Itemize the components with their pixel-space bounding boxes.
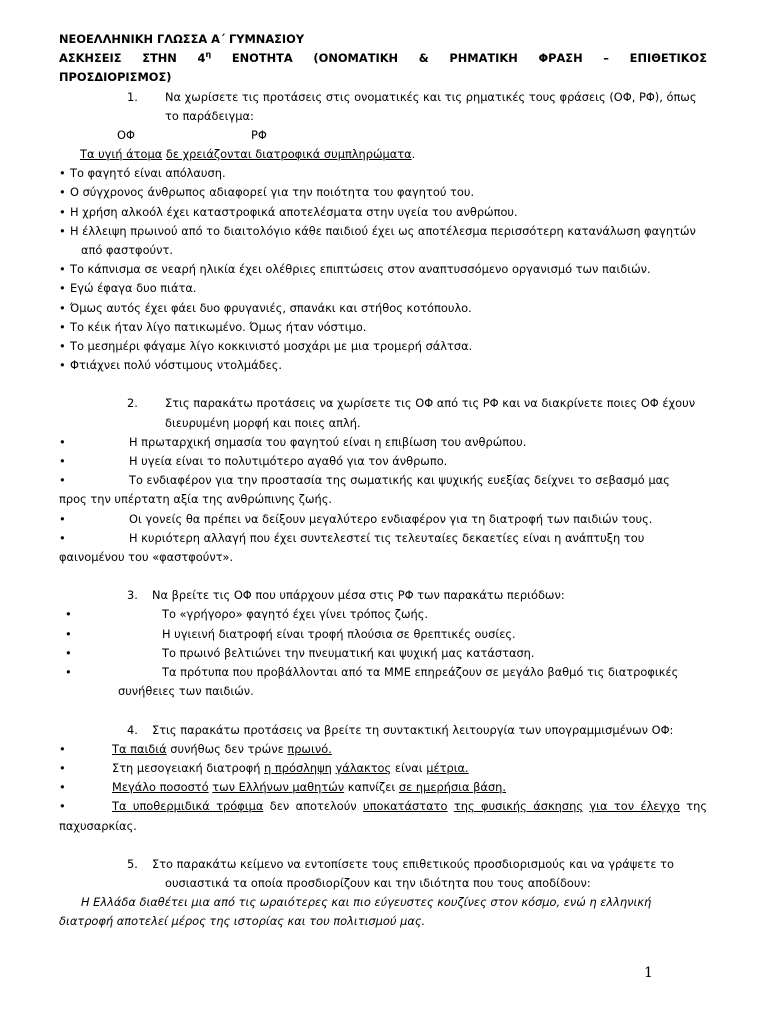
of-rf-labels — [59, 126, 707, 145]
document-subtitle-cont: ΠΡΟΣΔΙΟΡΙΣΜΟΣ) — [59, 70, 172, 85]
list-item-cont: παχυσαρκίας. — [59, 818, 137, 833]
list-item: • Μεγάλο ποσοστό των Ελλήνων μαθητών καπνίζει σε ημερήσια βάση. — [59, 778, 707, 797]
list-item: • Το ενδιαφέρον για την προστασία της σωματικής και ψυχικής ευεξίας δείχνει το σεβασμό μας — [59, 471, 707, 490]
bullet-icon: • — [65, 607, 72, 622]
list-item: • Το κέικ ήταν λίγο πατικωμένο. Όμως ήταν νόστιμο. — [59, 318, 707, 337]
list-item: • Το μεσημέρι φάγαμε λίγο κοκκινιστό μοσχάρι με μια τρομερή σάλτσα. — [59, 337, 707, 356]
bullet-icon: • — [59, 185, 66, 200]
list-item: • Η υγεία είναι το πολυτιμότερο αγαθό για τον άνθρωπο. — [59, 452, 707, 471]
bullet-icon: • — [65, 665, 72, 680]
page-number: 1 — [644, 965, 653, 981]
rf-label: ΡΦ — [251, 128, 267, 143]
list-item: • Εγώ έφαγα δυο πιάτα. — [59, 279, 707, 298]
list-item-cont: συνήθειες των παιδιών. — [118, 684, 254, 699]
list-item: • Η έλλειψη πρωινού από το διαιτολόγιο κάθε παιδιού έχει ως αποτέλεσμα περισσότερη κατανάλωση φαγητών — [59, 222, 707, 241]
question-number: 1. — [127, 89, 138, 104]
passage-text-cont: διατροφή αποτελεί μέρος της ιστορίας και του πολιτισμού μας. — [59, 914, 426, 929]
list-item: • Στη μεσογειακή διατροφή η πρόσληψη γάλακτος είναι μέτρια. — [59, 759, 707, 778]
question-5: 5. Στο παρακάτω κείμενο να εντοπίσετε τους επιθετικούς προσδιορισμούς και να γράψετε το — [59, 855, 707, 874]
question-number: 2. — [127, 396, 138, 411]
list-item: • Τα υποθερμιδικά τρόφιμα δεν αποτελούν υποκατάστατο της φυσικής άσκησης για τον έλεγχο της — [59, 797, 707, 816]
bullet-icon: • — [59, 454, 66, 469]
example-sentence: Τα υγιή άτομα δε χρειάζονται διατροφικά συμπληρώματα. — [80, 147, 416, 162]
bullet-icon: • — [59, 339, 66, 354]
list-item-cont: φαινομένου του «φαστφούντ». — [59, 550, 234, 565]
list-item: • Η πρωταρχική σημασία του φαγητού είναι η επιβίωση του ανθρώπου. — [59, 433, 707, 452]
bullet-icon: • — [65, 626, 72, 641]
question-2-cont: διευρυμένη μορφή και ποιες απλή. — [165, 415, 361, 430]
bullet-icon: • — [59, 780, 66, 795]
list-item: • Οι γονείς θα πρέπει να δείξουν μεγαλύτερο ενδιαφέρον για τη διατροφή των παιδιών τους. — [59, 510, 707, 529]
document-title: ΝΕΟΕΛΛΗΝΙΚΗ ΓΛΩΣΣΑ Α΄ ΓΥΜΝΑΣΙΟΥ — [59, 32, 305, 46]
list-item: • Όμως αυτός έχει φάει δυο φρυγανιές, σπανάκι και στήθος κοτόπουλο. — [59, 299, 707, 318]
question-number: 4. — [127, 722, 138, 737]
list-item: • Φτιάχνει πολύ νόστιμους ντολμάδες. — [59, 356, 707, 375]
document-page — [59, 30, 707, 932]
list-item: • Η υγιεινή διατροφή είναι τροφή πλούσια σε θρεπτικές ουσίες. — [59, 625, 707, 644]
question-number: 5. — [127, 856, 138, 871]
list-item-cont: προς την υπέρτατη αξία της ανθρώπινης ζωής. — [59, 492, 333, 507]
list-item: • Τα παιδιά συνήθως δεν τρώνε πρωινό. — [59, 740, 707, 759]
bullet-icon: • — [59, 511, 66, 526]
question-2: 2. Στις παρακάτω προτάσεις να χωρίσετε τις ΟΦ από τις ΡΦ και να διακρίνετε ποιες ΟΦ έχουν — [59, 394, 707, 413]
document-subtitle: ΑΣΚΗΣΕΙΣ ΣΤΗΝ $4^\eta$ ΕΝΟΤΗΤΑ (ΟΝΟΜΑΤΙΚΗ & ΡΗΜΑΤΙΚΗ ΦΡΑΣΗ – ΕΠΙΘΕΤΙΚΟΣ — [59, 50, 707, 66]
question-1: 1. Να χωρίσετε τις προτάσεις στις ονοματικές και τις ρηματικές τους φράσεις (ΟΦ, ΡΦ), όπως — [59, 88, 707, 107]
bullet-icon: • — [59, 319, 66, 334]
bullet-icon: • — [59, 281, 66, 296]
bullet-icon: • — [59, 741, 66, 756]
bullet-icon: • — [59, 223, 66, 238]
bullet-icon: • — [59, 300, 66, 315]
bullet-icon: • — [59, 166, 66, 181]
bullet-icon: • — [59, 530, 66, 545]
list-item: • Η χρήση αλκοόλ έχει καταστροφικά αποτελέσματα στην υγεία του ανθρώπου. — [59, 203, 707, 222]
question-4: 4. Στις παρακάτω προτάσεις να βρείτε τη συντακτική λειτουργία των υπογραμμισμένων ΟΦ: — [59, 721, 707, 740]
bullet-icon: • — [59, 358, 66, 373]
bullet-icon: • — [59, 760, 66, 775]
bullet-icon: • — [65, 645, 72, 660]
list-item: • Ο σύγχρονος άνθρωπος αδιαφορεί για την ποιότητα του φαγητού του. — [59, 183, 707, 202]
list-item: • Το «γρήγορο» φαγητό έχει γίνει τρόπος ζωής. — [59, 605, 707, 624]
question-number: 3. — [127, 588, 138, 603]
list-item: • Η κυριότερη αλλαγή που έχει συντελεστεί τις τελευταίες δεκαετίες είναι η ανάπτυξη του — [59, 529, 707, 548]
list-item: • Το πρωινό βελτιώνει την πνευματική και ψυχική μας κατάσταση. — [59, 644, 707, 663]
list-item: • Το κάπνισμα σε νεαρή ηλικία έχει ολέθριες επιπτώσεις στον αναπτυσσόμενο οργανισμό των παιδιών. — [59, 260, 707, 279]
question-1-cont: το παράδειγμα: — [165, 108, 254, 123]
list-item-cont: από φαστφούντ. — [81, 243, 173, 258]
question-5-cont: ουσιαστικά τα οποία προσδιορίζουν και την ιδιότητα που τους αποδίδουν: — [165, 875, 591, 890]
bullet-icon: • — [59, 434, 66, 449]
bullet-icon: • — [59, 204, 66, 219]
of-label: ΟΦ — [117, 128, 135, 143]
passage-text: Η Ελλάδα διαθέτει μια από τις ωραιότερες και πιο εύγευστες κουζίνες στον κόσμο, ενώ η ελληνική — [81, 895, 652, 910]
list-item: • Τα πρότυπα που προβάλλονται από τα ΜΜΕ επηρεάζουν σε μεγάλο βαθμό τις διατροφικές — [59, 663, 707, 682]
question-3: 3. Να βρείτε τις ΟΦ που υπάρχουν μέσα στις ΡΦ των παρακάτω περιόδων: — [59, 586, 707, 605]
bullet-icon: • — [59, 473, 66, 488]
bullet-icon: • — [59, 262, 66, 277]
list-item: • Το φαγητό είναι απόλαυση. — [59, 164, 707, 183]
bullet-icon: • — [59, 799, 66, 814]
